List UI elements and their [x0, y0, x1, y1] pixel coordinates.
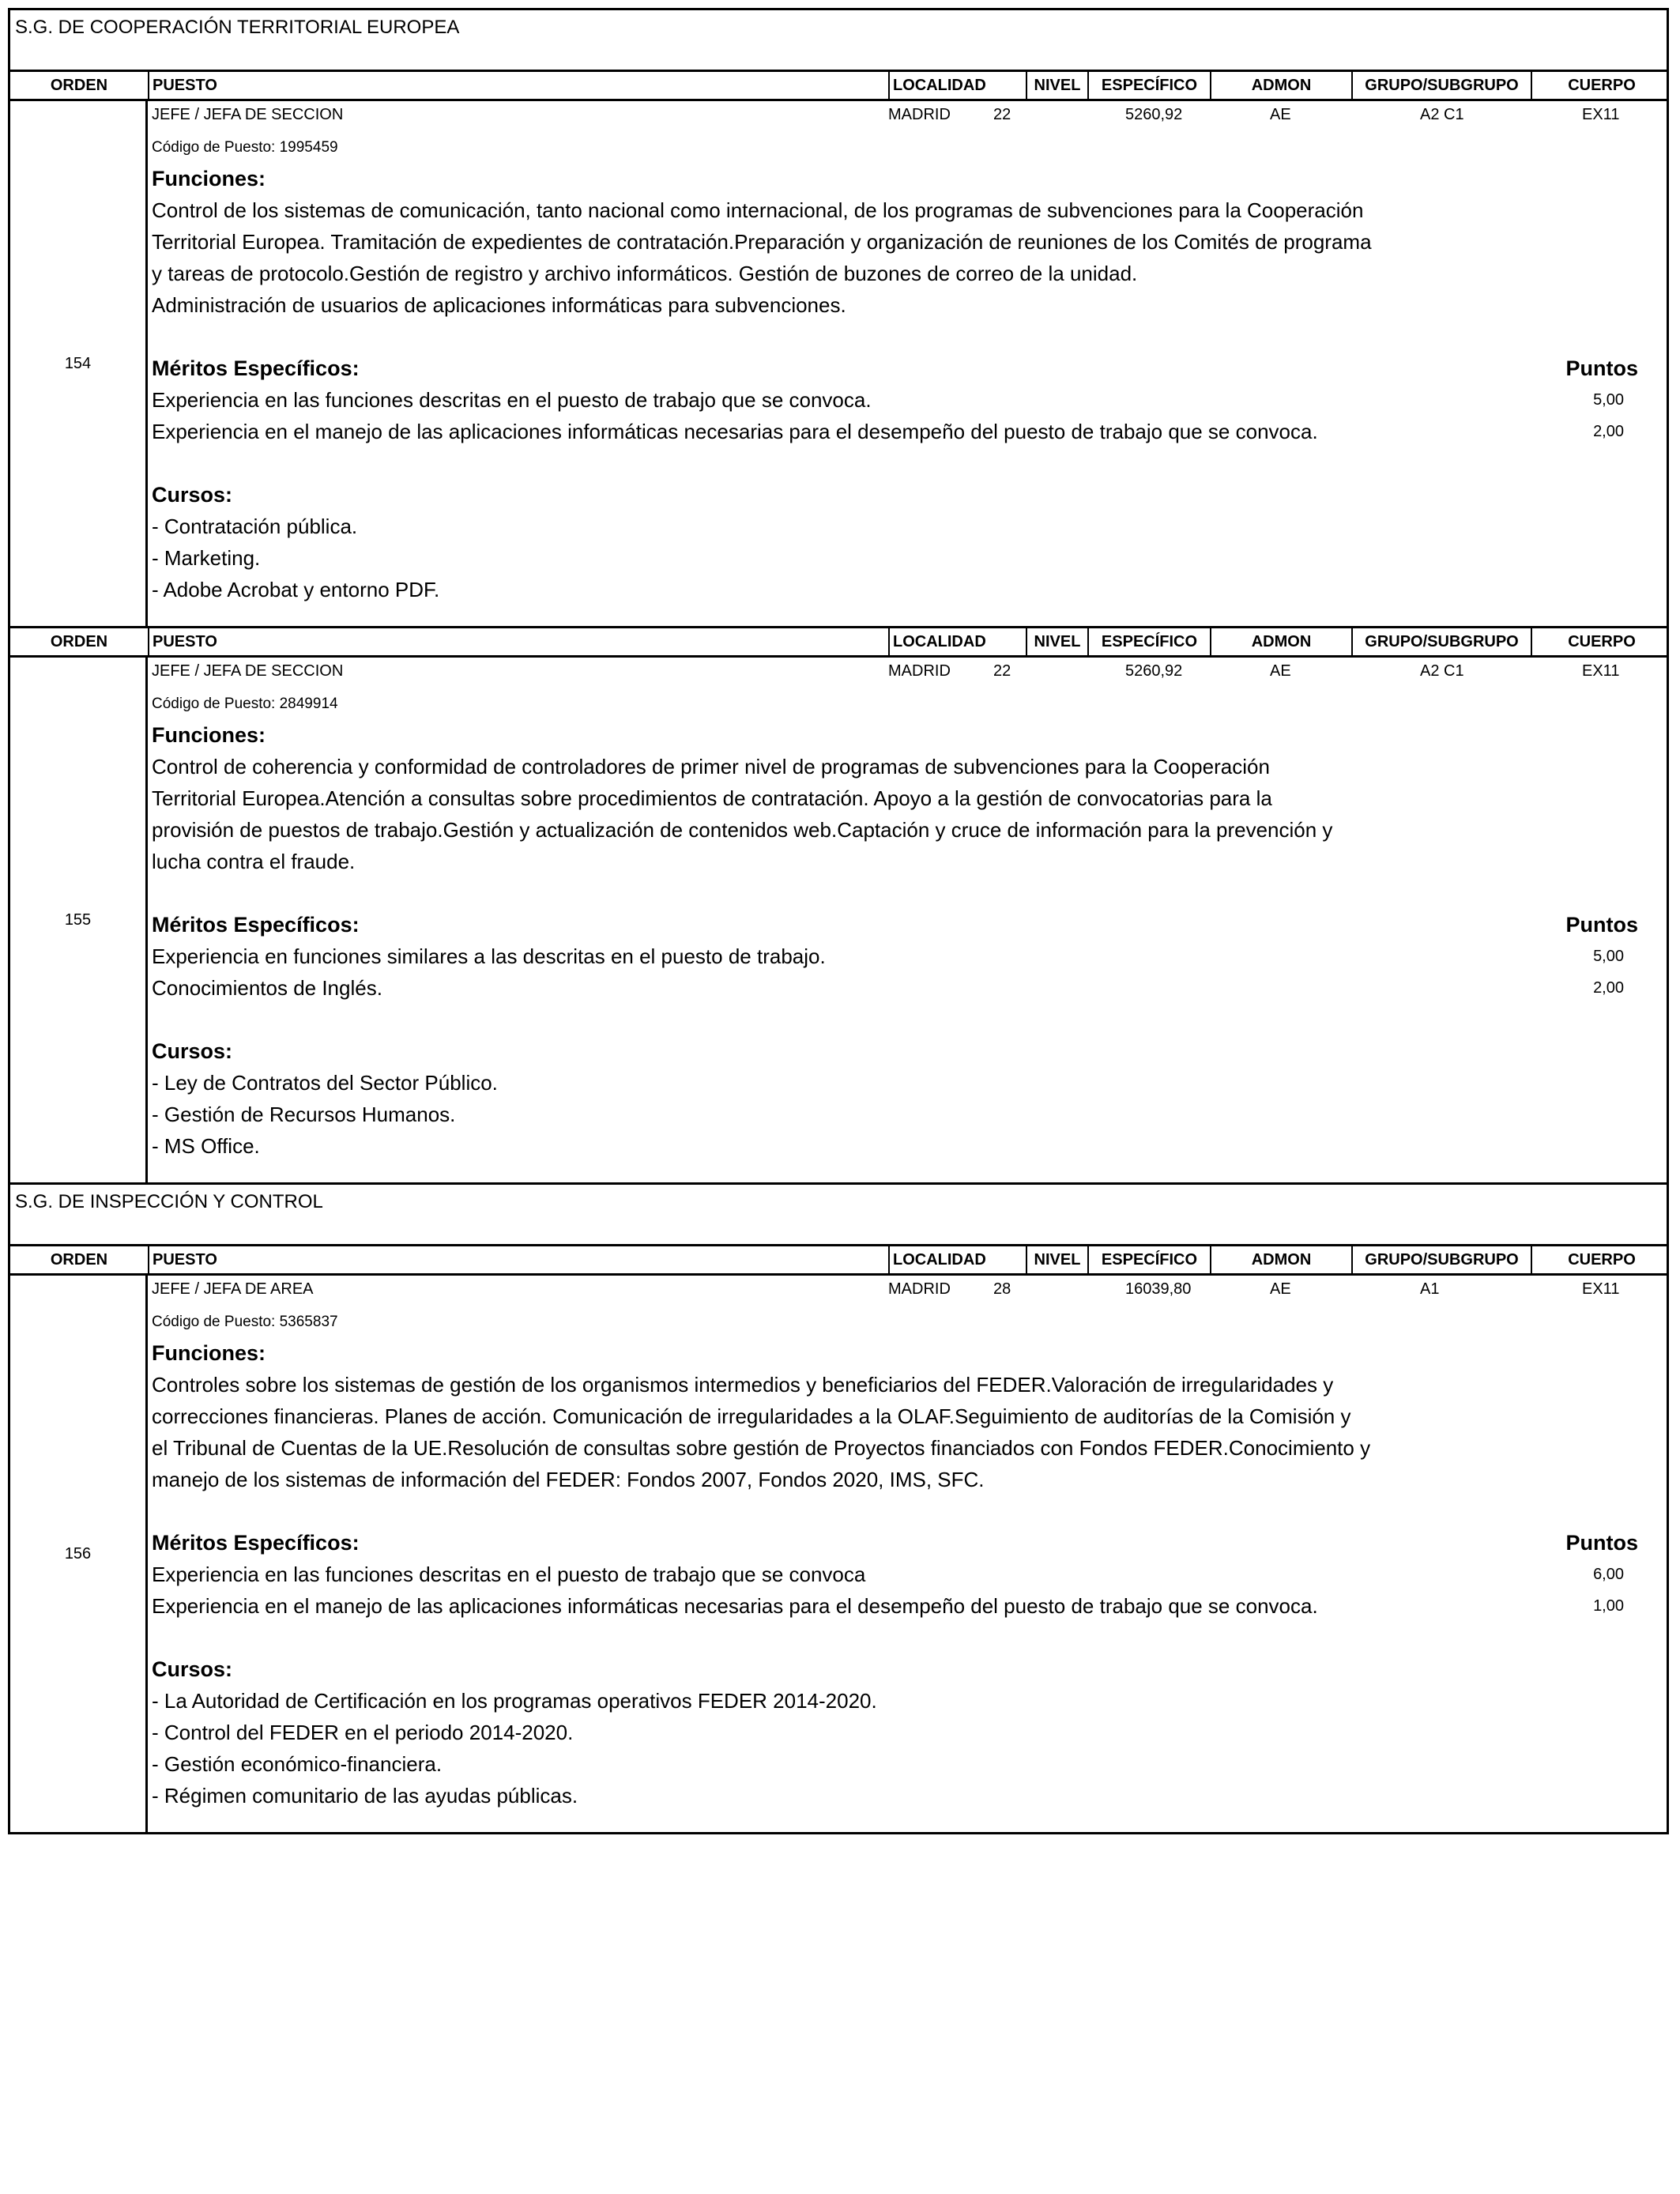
cursos-heading: Cursos:: [152, 1039, 233, 1063]
meritos-heading: Méritos Específicos:: [152, 356, 360, 380]
funciones-line: Territorial Europea.Atención a consultas sobre procedimientos de contratación. Apoyo a la gestión de convocatorias para la: [152, 786, 1272, 810]
column-header: LOCALIDAD: [888, 628, 1026, 655]
merito-puntos: 5,00: [1593, 391, 1624, 409]
job-entry: [8, 101, 1669, 626]
cursos-heading: Cursos:: [152, 483, 233, 507]
column-header: PUESTO: [148, 628, 888, 655]
position-especifico: 5260,92: [1125, 106, 1183, 123]
curso-item: - Adobe Acrobat y entorno PDF.: [152, 578, 440, 601]
meritos-heading: Méritos Específicos:: [152, 913, 360, 937]
position-localidad: MADRID: [888, 106, 951, 123]
funciones-heading: Funciones:: [152, 723, 266, 747]
column-header: ADMON: [1210, 1246, 1351, 1273]
column-header: GRUPO/SUBGRUPO: [1351, 628, 1531, 655]
column-header: CUERPO: [1531, 1246, 1671, 1273]
merito-puntos: 5,00: [1593, 948, 1624, 965]
column-header: PUESTO: [148, 72, 888, 99]
funciones-line: correcciones financieras. Planes de acción. Comunicación de irregularidades a la OLAF.Seguimiento de auditorías de la Comisión y: [152, 1404, 1351, 1428]
table-header: [8, 1244, 1669, 1276]
document: [8, 8, 1669, 1834]
merito-row: [152, 941, 1671, 972]
position-row: [152, 1276, 1671, 1307]
column-header: CUERPO: [1531, 72, 1671, 99]
entry-body: [148, 101, 1671, 626]
codigo-puesto: Código de Puesto: 5365837: [152, 1314, 338, 1330]
curso-item: - Gestión económico-financiera.: [152, 1752, 443, 1776]
column-header: NIVEL: [1026, 72, 1087, 99]
funciones-line: y tareas de protocolo.Gestión de registro y archivo informáticos. Gestión de buzones de correo de la unidad.: [152, 262, 1138, 285]
position-especifico: 5260,92: [1125, 662, 1183, 680]
orden-number: 154: [10, 101, 148, 626]
curso-item: - La Autoridad de Certificación en los programas operativos FEDER 2014-2020.: [152, 1689, 877, 1713]
column-header: LOCALIDAD: [888, 72, 1026, 99]
codigo-puesto: Código de Puesto: 1995459: [152, 139, 338, 156]
funciones-line: Administración de usuarios de aplicaciones informáticas para subvenciones.: [152, 293, 846, 317]
puntos-heading: Puntos: [1565, 1531, 1638, 1555]
column-header: ORDEN: [50, 1250, 108, 1269]
meritos-heading: Méritos Específicos:: [152, 1531, 360, 1555]
position-admon: AE: [1270, 106, 1291, 123]
funciones-line: provisión de puestos de trabajo.Gestión y actualización de contenidos web.Captación y cruce de información para la prevención y: [152, 818, 1333, 842]
merito-text: Conocimientos de Inglés.: [152, 976, 382, 1000]
funciones-line: Territorial Europea. Tramitación de expedientes de contratación.Preparación y organización de reuniones de los Comités de programa: [152, 230, 1372, 254]
job-entry: [8, 1276, 1669, 1834]
position-grupo: A2 C1: [1420, 106, 1464, 123]
orden-number: 155: [10, 658, 148, 1182]
merito-row: [152, 1590, 1671, 1622]
entry-body: [148, 1276, 1671, 1832]
column-header: NIVEL: [1026, 1246, 1087, 1273]
column-header: ESPECÍFICO: [1087, 1246, 1210, 1273]
curso-item: - Contratación pública.: [152, 515, 358, 538]
curso-item: - Gestión de Recursos Humanos.: [152, 1103, 456, 1126]
merito-row: [152, 1559, 1671, 1590]
funciones-line: Control de coherencia y conformidad de controladores de primer nivel de programas de subvenciones para la Cooperación: [152, 755, 1270, 778]
merito-text: Experiencia en el manejo de las aplicaciones informáticas necesarias para el desempeño del puesto de trabajo que se convoca.: [152, 1594, 1318, 1618]
curso-item: - Régimen comunitario de las ayudas públicas.: [152, 1784, 578, 1808]
position-localidad: MADRID: [888, 1280, 951, 1298]
position-admon: AE: [1270, 1280, 1291, 1298]
column-header: PUESTO: [148, 1246, 888, 1273]
merito-text: Experiencia en el manejo de las aplicaciones informáticas necesarias para el desempeño del puesto de trabajo que se convoca.: [152, 420, 1318, 443]
merito-puntos: 6,00: [1593, 1566, 1624, 1583]
cursos-heading: Cursos:: [152, 1657, 233, 1681]
funciones-line: manejo de los sistemas de información del FEDER: Fondos 2007, Fondos 2020, IMS, SFC.: [152, 1468, 985, 1491]
position-puesto: JEFE / JEFA DE SECCION: [152, 662, 344, 680]
funciones-heading: Funciones:: [152, 1341, 266, 1365]
column-header: ESPECÍFICO: [1087, 72, 1210, 99]
merito-text: Experiencia en las funciones descritas en el puesto de trabajo que se convoca: [152, 1563, 866, 1586]
puntos-heading: Puntos: [1565, 356, 1638, 380]
merito-text: Experiencia en las funciones descritas en el puesto de trabajo que se convoca.: [152, 388, 872, 412]
orden-number: 156: [10, 1276, 148, 1832]
merito-text: Experiencia en funciones similares a las descritas en el puesto de trabajo.: [152, 944, 826, 968]
section-title: S.G. DE COOPERACIÓN TERRITORIAL EUROPEA: [8, 8, 1669, 70]
position-especifico: 16039,80: [1125, 1280, 1192, 1298]
merito-row: [152, 972, 1671, 1004]
funciones-line: Control de los sistemas de comunicación, tanto nacional como internacional, de los programas de subvenciones para la Cooperación: [152, 198, 1364, 222]
column-header: ORDEN: [50, 76, 108, 94]
curso-item: - Marketing.: [152, 546, 261, 570]
position-nivel: 22: [993, 662, 1011, 680]
position-cuerpo: EX11: [1582, 662, 1620, 680]
job-entry: [8, 658, 1669, 1182]
position-cuerpo: EX11: [1582, 1280, 1620, 1298]
merito-row: [152, 416, 1671, 447]
merito-puntos: 2,00: [1593, 423, 1624, 440]
position-puesto: JEFE / JEFA DE SECCION: [152, 106, 344, 123]
column-header: ADMON: [1210, 628, 1351, 655]
column-header: CUERPO: [1531, 628, 1671, 655]
position-nivel: 28: [993, 1280, 1011, 1298]
column-header: GRUPO/SUBGRUPO: [1351, 72, 1531, 99]
funciones-line: Controles sobre los sistemas de gestión de los organismos intermedios y beneficiarios del FEDER.Valoración de irregularidades y: [152, 1373, 1334, 1397]
codigo-puesto: Código de Puesto: 2849914: [152, 696, 338, 712]
position-grupo: A2 C1: [1420, 662, 1464, 680]
merito-puntos: 1,00: [1593, 1597, 1624, 1615]
column-header: LOCALIDAD: [888, 1246, 1026, 1273]
position-localidad: MADRID: [888, 662, 951, 680]
curso-item: - Control del FEDER en el periodo 2014-2020.: [152, 1721, 574, 1744]
curso-item: - Ley de Contratos del Sector Público.: [152, 1071, 498, 1095]
section-title: S.G. DE INSPECCIÓN Y CONTROL: [8, 1182, 1669, 1244]
entry-body: [148, 658, 1671, 1182]
position-nivel: 22: [993, 106, 1011, 123]
position-grupo: A1: [1420, 1280, 1440, 1298]
puntos-heading: Puntos: [1565, 913, 1638, 937]
position-puesto: JEFE / JEFA DE AREA: [152, 1280, 314, 1298]
table-header: [8, 70, 1669, 101]
column-header: ADMON: [1210, 72, 1351, 99]
funciones-line: lucha contra el fraude.: [152, 850, 356, 873]
column-header: ORDEN: [50, 632, 108, 650]
table-header: [8, 626, 1669, 658]
merito-row: [152, 384, 1671, 416]
position-cuerpo: EX11: [1582, 106, 1620, 123]
column-header: ESPECÍFICO: [1087, 628, 1210, 655]
merito-puntos: 2,00: [1593, 979, 1624, 997]
column-header: NIVEL: [1026, 628, 1087, 655]
position-admon: AE: [1270, 662, 1291, 680]
funciones-heading: Funciones:: [152, 167, 266, 190]
position-row: [152, 658, 1671, 689]
curso-item: - MS Office.: [152, 1134, 260, 1158]
funciones-line: el Tribunal de Cuentas de la UE.Resolución de consultas sobre gestión de Proyectos financiados con Fondos FEDER.Conocimiento y: [152, 1436, 1371, 1460]
column-header: GRUPO/SUBGRUPO: [1351, 1246, 1531, 1273]
position-row: [152, 101, 1671, 133]
